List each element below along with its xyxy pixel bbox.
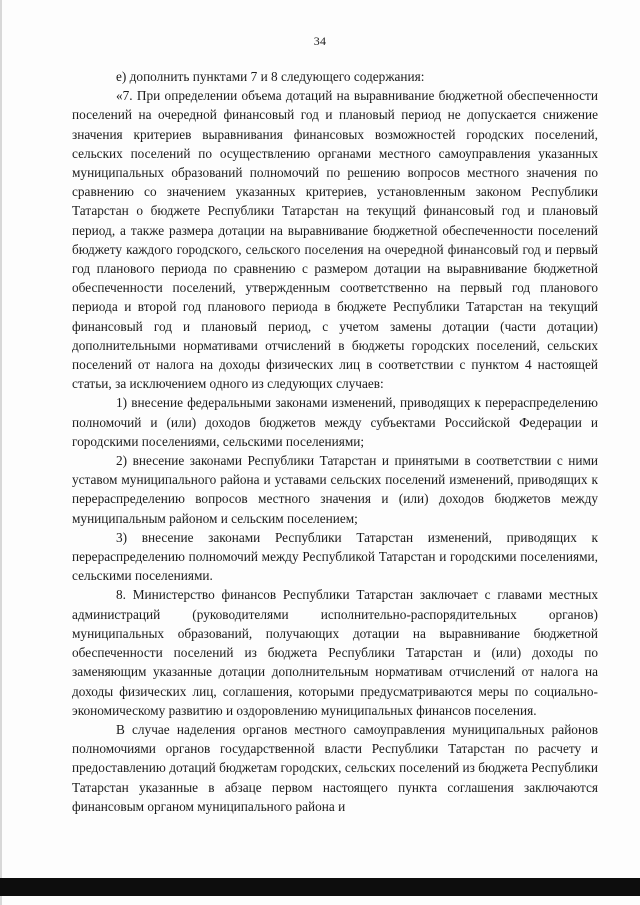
paragraph-item-8: 8. Министерство финансов Республики Татарстан заключает с главами местных администраций (руководителями исполнительно-распорядительных органов) муниципальных образований, получающих дотации на выравнивание бюджетной обеспеченности поселений из бюджета Республики Татарстан и (или) доходы по заменяющим указанные дотации дополнительным нормативам отчислений от налога на доходы физических лиц, соглашения, которыми предусматриваются меры по социально-экономическому развитию и оздоровлению муниципальных финансов поселения. [72, 587, 598, 718]
scan-edge [0, 0, 2, 905]
document-body [72, 67, 598, 816]
paragraph-case-1: 1) внесение федеральными законами изменений, приводящих к перераспределению полномочий и (или) доходов бюджетов между субъектами Российской Федерации и городскими поселениями, сельскими поселениями; [72, 395, 598, 449]
paragraph-intro: е) дополнить пунктами 7 и 8 следующего содержания: [116, 69, 425, 84]
scan-bottom-border [0, 878, 640, 896]
paragraph-item-7: «7. При определении объема дотаций на выравнивание бюджетной обеспеченности поселений на очередной финансовый год и плановый период не допускается снижение значения критериев выравнивания финансовых возможностей городских поселений, сельских поселений по осуществлению органами местного самоуправления указанных муниципальных образований полномочий по решению вопросов местного значения по сравнению со значением указанных критериев, установленным законом Республики Татарстан о бюджете Республики Татарстан на текущий финансовый год и плановый период, а также размера дотации на выравнивание бюджетной обеспеченности поселений бюджету каждого городского, сельского поселения на очередной финансовый год и первый год планового периода по сравнению с размером дотации на выравнивание бюджетной обеспеченности поселений, утвержденным соответственно на первый год планового периода и второй год планового периода в бюджете Республики Татарстан на текущий финансовый год и плановый период, с учетом замены дотации (части дотации) дополнительными нормативами отчислений в бюджеты городских поселений, сельских поселений от налога на доходы физических лиц в соответствии с пунктом 4 настоящей статьи, за исключением одного из следующих случаев: [72, 88, 598, 392]
paragraph-case-3: 3) внесение законами Республики Татарстан изменений, приводящих к перераспределению полномочий между Республикой Татарстан и городскими поселениями, сельскими поселениями. [72, 529, 598, 584]
page-number: 34 [313, 34, 327, 48]
paragraph-case-2: 2) внесение законами Республики Татарстан и принятыми в соответствии с ними уставом муниципального района и уставами сельских поселений изменений, приводящих к перераспределению вопросов местного значения и (или) доходов бюджетов между муниципальным районом и сельским поселением; [72, 453, 598, 526]
paragraph-delegation: В случае наделения органов местного самоуправления муниципальных районов полномочиями органов государственной власти Республики Татарстан по расчету и предоставлению дотаций бюджетам городских, сельских поселений из бюджета Республики Татарстан указанные в абзаце первом настоящего пункта соглашения заключаются финансовым органом муниципального района и [72, 721, 598, 814]
